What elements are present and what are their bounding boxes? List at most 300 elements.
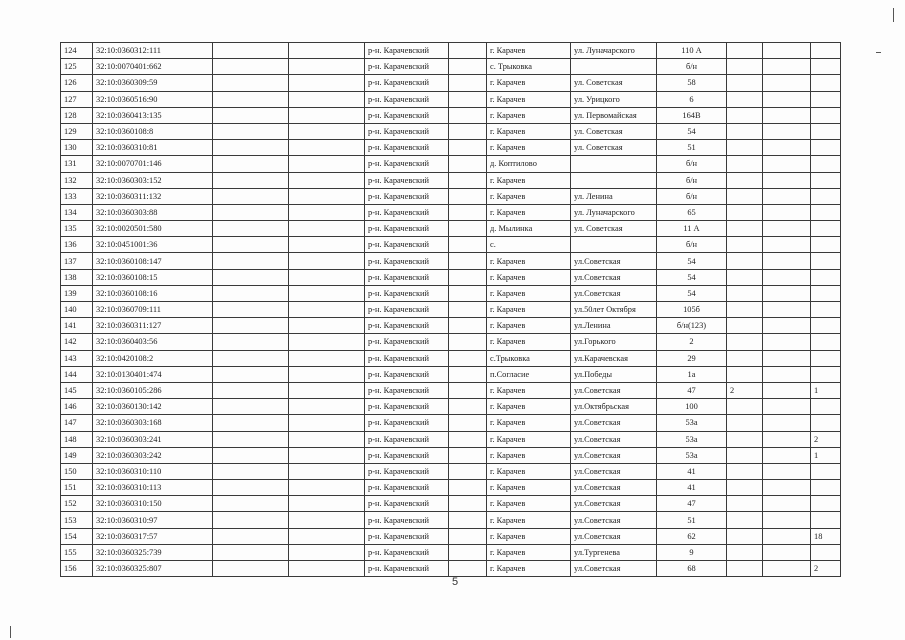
cell-district: р-н. Карачевский — [365, 415, 449, 431]
cell-house: б/н(123) — [657, 318, 727, 334]
cell-street: ул. Советская — [571, 123, 657, 139]
cell-settlement: д. Мылинка — [487, 221, 571, 237]
cell-cadastral-number: 32:10:0070401:662 — [93, 59, 213, 75]
cell-street: ул. Советская — [571, 140, 657, 156]
cell-col10 — [727, 318, 763, 334]
cell-col10 — [727, 561, 763, 577]
table-row — [61, 253, 841, 269]
cell-col11 — [763, 447, 811, 463]
cell-house: 53а — [657, 431, 727, 447]
cell-col12 — [811, 59, 841, 75]
cell-col6 — [449, 528, 487, 544]
table-row — [61, 318, 841, 334]
cell-col12: 2 — [811, 561, 841, 577]
cell-settlement: г. Карачев — [487, 91, 571, 107]
cell-house: 2 — [657, 334, 727, 350]
cell-col12 — [811, 318, 841, 334]
cell-col10 — [727, 512, 763, 528]
cell-cadastral-number: 32:10:0360310:150 — [93, 496, 213, 512]
cell-col6 — [449, 237, 487, 253]
cell-district: р-н. Карачевский — [365, 221, 449, 237]
cell-street: ул.Советская — [571, 447, 657, 463]
cell-col11 — [763, 528, 811, 544]
cell-row-number: 145 — [61, 382, 93, 398]
cell-col6 — [449, 221, 487, 237]
cell-row-number: 137 — [61, 253, 93, 269]
cell-col4 — [289, 237, 365, 253]
cell-col6 — [449, 334, 487, 350]
cell-col12 — [811, 43, 841, 59]
cell-col6 — [449, 156, 487, 172]
cell-col3 — [213, 156, 289, 172]
table-row — [61, 334, 841, 350]
cell-col3 — [213, 366, 289, 382]
cell-row-number: 132 — [61, 172, 93, 188]
cell-district: р-н. Карачевский — [365, 75, 449, 91]
cell-settlement: с. — [487, 237, 571, 253]
cell-street: ул. Советская — [571, 221, 657, 237]
cell-district: р-н. Карачевский — [365, 512, 449, 528]
cell-col4 — [289, 447, 365, 463]
scan-mark-right — [876, 52, 881, 53]
cell-col6 — [449, 415, 487, 431]
cell-row-number: 151 — [61, 480, 93, 496]
cell-row-number: 141 — [61, 318, 93, 334]
table-row — [61, 463, 841, 479]
cell-house: 110 А — [657, 43, 727, 59]
cell-cadastral-number: 32:10:0360310:97 — [93, 512, 213, 528]
cell-settlement: д. Коптилово — [487, 156, 571, 172]
cell-settlement: г. Карачев — [487, 302, 571, 318]
cell-col12: 18 — [811, 528, 841, 544]
cell-row-number: 144 — [61, 366, 93, 382]
cell-settlement: г. Карачев — [487, 334, 571, 350]
cell-col3 — [213, 59, 289, 75]
cell-cadastral-number: 32:10:0360311:127 — [93, 318, 213, 334]
cell-col10 — [727, 285, 763, 301]
cell-col11 — [763, 123, 811, 139]
cell-settlement: г. Карачев — [487, 75, 571, 91]
cell-row-number: 153 — [61, 512, 93, 528]
cell-district: р-н. Карачевский — [365, 334, 449, 350]
cell-house: 41 — [657, 463, 727, 479]
cell-district: р-н. Карачевский — [365, 561, 449, 577]
cell-row-number: 130 — [61, 140, 93, 156]
table-row — [61, 91, 841, 107]
cell-district: р-н. Карачевский — [365, 447, 449, 463]
cell-col4 — [289, 318, 365, 334]
cell-house: 164В — [657, 107, 727, 123]
cell-settlement: г. Карачев — [487, 528, 571, 544]
cell-col12 — [811, 512, 841, 528]
cell-street: ул.Победы — [571, 366, 657, 382]
cell-col6 — [449, 561, 487, 577]
cell-street: ул. Луначарского — [571, 204, 657, 220]
cell-house: 58 — [657, 75, 727, 91]
cell-house: 51 — [657, 140, 727, 156]
cell-col6 — [449, 302, 487, 318]
cell-col3 — [213, 415, 289, 431]
cell-col10 — [727, 415, 763, 431]
cell-col11 — [763, 480, 811, 496]
cell-col6 — [449, 318, 487, 334]
cell-district: р-н. Карачевский — [365, 156, 449, 172]
cell-district: р-н. Карачевский — [365, 204, 449, 220]
cell-district: р-н. Карачевский — [365, 188, 449, 204]
cell-district: р-н. Карачевский — [365, 480, 449, 496]
cell-col3 — [213, 237, 289, 253]
cell-col4 — [289, 91, 365, 107]
table-row — [61, 172, 841, 188]
cell-col10 — [727, 496, 763, 512]
cell-cadastral-number: 32:10:0360309:59 — [93, 75, 213, 91]
cell-settlement: г. Карачев — [487, 463, 571, 479]
table-row — [61, 156, 841, 172]
cell-col4 — [289, 382, 365, 398]
cell-cadastral-number: 32:10:0360108:147 — [93, 253, 213, 269]
cell-col4 — [289, 253, 365, 269]
cell-district: р-н. Карачевский — [365, 544, 449, 560]
cell-district: р-н. Карачевский — [365, 123, 449, 139]
cell-col10 — [727, 447, 763, 463]
cell-col4 — [289, 43, 365, 59]
cell-col12 — [811, 107, 841, 123]
cell-col6 — [449, 480, 487, 496]
cell-house: 54 — [657, 269, 727, 285]
cell-row-number: 134 — [61, 204, 93, 220]
cell-district: р-н. Карачевский — [365, 431, 449, 447]
cell-col3 — [213, 399, 289, 415]
cell-row-number: 128 — [61, 107, 93, 123]
cell-district: р-н. Карачевский — [365, 318, 449, 334]
cell-col10: 2 — [727, 382, 763, 398]
cell-col11 — [763, 59, 811, 75]
cell-col12 — [811, 269, 841, 285]
cell-cadastral-number: 32:10:0070701:146 — [93, 156, 213, 172]
cell-col6 — [449, 204, 487, 220]
cell-cadastral-number: 32:10:0360303:152 — [93, 172, 213, 188]
cell-street: ул.Советская — [571, 382, 657, 398]
cell-col10 — [727, 91, 763, 107]
cell-street: ул.Октябрьская — [571, 399, 657, 415]
cell-house: б/н — [657, 59, 727, 75]
cell-col11 — [763, 188, 811, 204]
cell-cadastral-number: 32:10:0360310:110 — [93, 463, 213, 479]
cell-col11 — [763, 75, 811, 91]
cell-col11 — [763, 221, 811, 237]
table-row — [61, 221, 841, 237]
cell-col4 — [289, 269, 365, 285]
cell-col11 — [763, 91, 811, 107]
cell-settlement: г. Карачев — [487, 188, 571, 204]
cell-settlement: г. Карачев — [487, 512, 571, 528]
cell-col3 — [213, 188, 289, 204]
cell-col6 — [449, 463, 487, 479]
cell-col10 — [727, 399, 763, 415]
cell-house: 41 — [657, 480, 727, 496]
cell-col4 — [289, 544, 365, 560]
cell-street: ул.Советская — [571, 496, 657, 512]
cell-settlement: п.Согласие — [487, 366, 571, 382]
cell-col12: 1 — [811, 382, 841, 398]
cell-settlement: г. Карачев — [487, 399, 571, 415]
table-row — [61, 59, 841, 75]
cell-col12 — [811, 172, 841, 188]
cell-col4 — [289, 528, 365, 544]
cell-col6 — [449, 431, 487, 447]
cell-cadastral-number: 32:10:0360709:111 — [93, 302, 213, 318]
cell-col11 — [763, 399, 811, 415]
cell-col12 — [811, 350, 841, 366]
cell-col3 — [213, 318, 289, 334]
cell-col3 — [213, 496, 289, 512]
cell-row-number: 147 — [61, 415, 93, 431]
cell-cadastral-number: 32:10:0360325:739 — [93, 544, 213, 560]
cell-col10 — [727, 334, 763, 350]
cell-col10 — [727, 221, 763, 237]
cell-cadastral-number: 32:10:0360312:111 — [93, 43, 213, 59]
cell-col4 — [289, 512, 365, 528]
cell-row-number: 124 — [61, 43, 93, 59]
cell-house: б/н — [657, 237, 727, 253]
cell-col6 — [449, 382, 487, 398]
cell-col4 — [289, 350, 365, 366]
cell-col11 — [763, 107, 811, 123]
cell-col11 — [763, 285, 811, 301]
cell-house: 51 — [657, 512, 727, 528]
cell-cadastral-number: 32:10:0360303:242 — [93, 447, 213, 463]
cell-col6 — [449, 59, 487, 75]
cell-col10 — [727, 107, 763, 123]
cell-cadastral-number: 32:10:0360303:168 — [93, 415, 213, 431]
cell-col4 — [289, 107, 365, 123]
cell-street: ул. Урицкого — [571, 91, 657, 107]
cell-col3 — [213, 269, 289, 285]
cell-cadastral-number: 32:10:0360130:142 — [93, 399, 213, 415]
cell-house: 100 — [657, 399, 727, 415]
cell-house: 47 — [657, 382, 727, 398]
cell-col4 — [289, 140, 365, 156]
cell-col4 — [289, 480, 365, 496]
cell-col6 — [449, 399, 487, 415]
table-row — [61, 528, 841, 544]
property-registry-table — [60, 42, 841, 577]
cell-cadastral-number: 32:10:0360310:81 — [93, 140, 213, 156]
table-row — [61, 107, 841, 123]
cell-cadastral-number: 32:10:0360303:88 — [93, 204, 213, 220]
cell-col10 — [727, 188, 763, 204]
cell-house: 47 — [657, 496, 727, 512]
cell-col10 — [727, 544, 763, 560]
table-row — [61, 496, 841, 512]
cell-row-number: 138 — [61, 269, 93, 285]
cell-col6 — [449, 285, 487, 301]
cell-col12 — [811, 544, 841, 560]
cell-house: 1а — [657, 366, 727, 382]
cell-street: ул.Советская — [571, 285, 657, 301]
cell-street — [571, 59, 657, 75]
cell-col3 — [213, 544, 289, 560]
cell-col11 — [763, 204, 811, 220]
cell-col3 — [213, 285, 289, 301]
cell-col12 — [811, 123, 841, 139]
cell-col3 — [213, 382, 289, 398]
cell-street: ул.Горького — [571, 334, 657, 350]
cell-cadastral-number: 32:10:0360317:57 — [93, 528, 213, 544]
cell-col11 — [763, 415, 811, 431]
cell-cadastral-number: 32:10:0130401:474 — [93, 366, 213, 382]
table-row — [61, 302, 841, 318]
cell-house: 54 — [657, 123, 727, 139]
cell-district: р-н. Карачевский — [365, 496, 449, 512]
cell-col10 — [727, 480, 763, 496]
cell-col6 — [449, 447, 487, 463]
cell-col10 — [727, 253, 763, 269]
table-row — [61, 366, 841, 382]
cell-row-number: 155 — [61, 544, 93, 560]
cell-col6 — [449, 75, 487, 91]
cell-col10 — [727, 366, 763, 382]
cell-settlement: г. Карачев — [487, 447, 571, 463]
cell-col3 — [213, 431, 289, 447]
cell-col4 — [289, 366, 365, 382]
cell-col4 — [289, 285, 365, 301]
cell-district: р-н. Карачевский — [365, 269, 449, 285]
cell-col4 — [289, 463, 365, 479]
cell-street: ул.50лет Октября — [571, 302, 657, 318]
table-row — [61, 123, 841, 139]
cell-col11 — [763, 237, 811, 253]
cell-street: ул.Тургенева — [571, 544, 657, 560]
cell-col3 — [213, 561, 289, 577]
cell-col4 — [289, 561, 365, 577]
cell-col6 — [449, 350, 487, 366]
cell-row-number: 150 — [61, 463, 93, 479]
cell-col11 — [763, 382, 811, 398]
cell-col4 — [289, 415, 365, 431]
cell-col3 — [213, 204, 289, 220]
cell-row-number: 152 — [61, 496, 93, 512]
cell-col3 — [213, 334, 289, 350]
cell-col6 — [449, 91, 487, 107]
cell-street: ул.Советская — [571, 480, 657, 496]
cell-col4 — [289, 204, 365, 220]
cell-col12 — [811, 399, 841, 415]
cell-col12 — [811, 237, 841, 253]
cell-col6 — [449, 172, 487, 188]
cell-district: р-н. Карачевский — [365, 107, 449, 123]
cell-settlement: г. Карачев — [487, 253, 571, 269]
cell-cadastral-number: 32:10:0360311:132 — [93, 188, 213, 204]
cell-col4 — [289, 188, 365, 204]
cell-col12 — [811, 253, 841, 269]
table-row — [61, 544, 841, 560]
cell-district: р-н. Карачевский — [365, 350, 449, 366]
cell-district: р-н. Карачевский — [365, 302, 449, 318]
cell-row-number: 146 — [61, 399, 93, 415]
cell-col4 — [289, 172, 365, 188]
cell-settlement: г. Карачев — [487, 123, 571, 139]
cell-col11 — [763, 302, 811, 318]
cell-col6 — [449, 269, 487, 285]
cell-cadastral-number: 32:10:0360325:807 — [93, 561, 213, 577]
cell-col11 — [763, 43, 811, 59]
cell-row-number: 154 — [61, 528, 93, 544]
cell-cadastral-number: 32:10:0451001:36 — [93, 237, 213, 253]
cell-col12: 1 — [811, 447, 841, 463]
scan-mark-top-right — [893, 8, 894, 22]
cell-street: ул.Советская — [571, 431, 657, 447]
cell-col4 — [289, 334, 365, 350]
cell-col10 — [727, 269, 763, 285]
cell-house: 68 — [657, 561, 727, 577]
cell-col10 — [727, 204, 763, 220]
cell-house: 62 — [657, 528, 727, 544]
cell-col6 — [449, 544, 487, 560]
cell-cadastral-number: 32:10:0360108:16 — [93, 285, 213, 301]
cell-cadastral-number: 32:10:0360108:15 — [93, 269, 213, 285]
table-row — [61, 512, 841, 528]
cell-col4 — [289, 75, 365, 91]
cell-settlement: г. Карачев — [487, 204, 571, 220]
cell-settlement: г. Карачев — [487, 285, 571, 301]
cell-settlement: г. Карачев — [487, 172, 571, 188]
cell-settlement: г. Карачев — [487, 544, 571, 560]
scan-mark-bottom-left — [10, 626, 11, 638]
cell-row-number: 143 — [61, 350, 93, 366]
table-row — [61, 140, 841, 156]
cell-house: б/н — [657, 172, 727, 188]
table-row — [61, 480, 841, 496]
cell-col3 — [213, 91, 289, 107]
cell-settlement: г. Карачев — [487, 431, 571, 447]
cell-cadastral-number: 32:10:0360516:90 — [93, 91, 213, 107]
table-row — [61, 204, 841, 220]
cell-col12 — [811, 496, 841, 512]
table-row — [61, 447, 841, 463]
cell-col6 — [449, 107, 487, 123]
cell-district: р-н. Карачевский — [365, 285, 449, 301]
cell-row-number: 142 — [61, 334, 93, 350]
cell-house: 11 А — [657, 221, 727, 237]
cell-house: 53а — [657, 415, 727, 431]
cell-cadastral-number: 32:10:0360303:241 — [93, 431, 213, 447]
cell-col4 — [289, 156, 365, 172]
cell-settlement: г. Карачев — [487, 382, 571, 398]
cell-house: 54 — [657, 253, 727, 269]
cell-col3 — [213, 302, 289, 318]
cell-settlement: г. Карачев — [487, 415, 571, 431]
table-row — [61, 285, 841, 301]
cell-street: ул. Первомайская — [571, 107, 657, 123]
cell-col12 — [811, 156, 841, 172]
cell-house: 9 — [657, 544, 727, 560]
cell-col3 — [213, 528, 289, 544]
table-row — [61, 431, 841, 447]
cell-col12 — [811, 221, 841, 237]
cell-col12 — [811, 188, 841, 204]
cell-district: р-н. Карачевский — [365, 382, 449, 398]
cell-row-number: 148 — [61, 431, 93, 447]
cell-col10 — [727, 172, 763, 188]
cell-cadastral-number: 32:10:0360310:113 — [93, 480, 213, 496]
cell-street: ул. Советская — [571, 75, 657, 91]
cell-col10 — [727, 528, 763, 544]
cell-col4 — [289, 496, 365, 512]
cell-col11 — [763, 140, 811, 156]
table-body — [61, 43, 841, 577]
cell-col11 — [763, 334, 811, 350]
